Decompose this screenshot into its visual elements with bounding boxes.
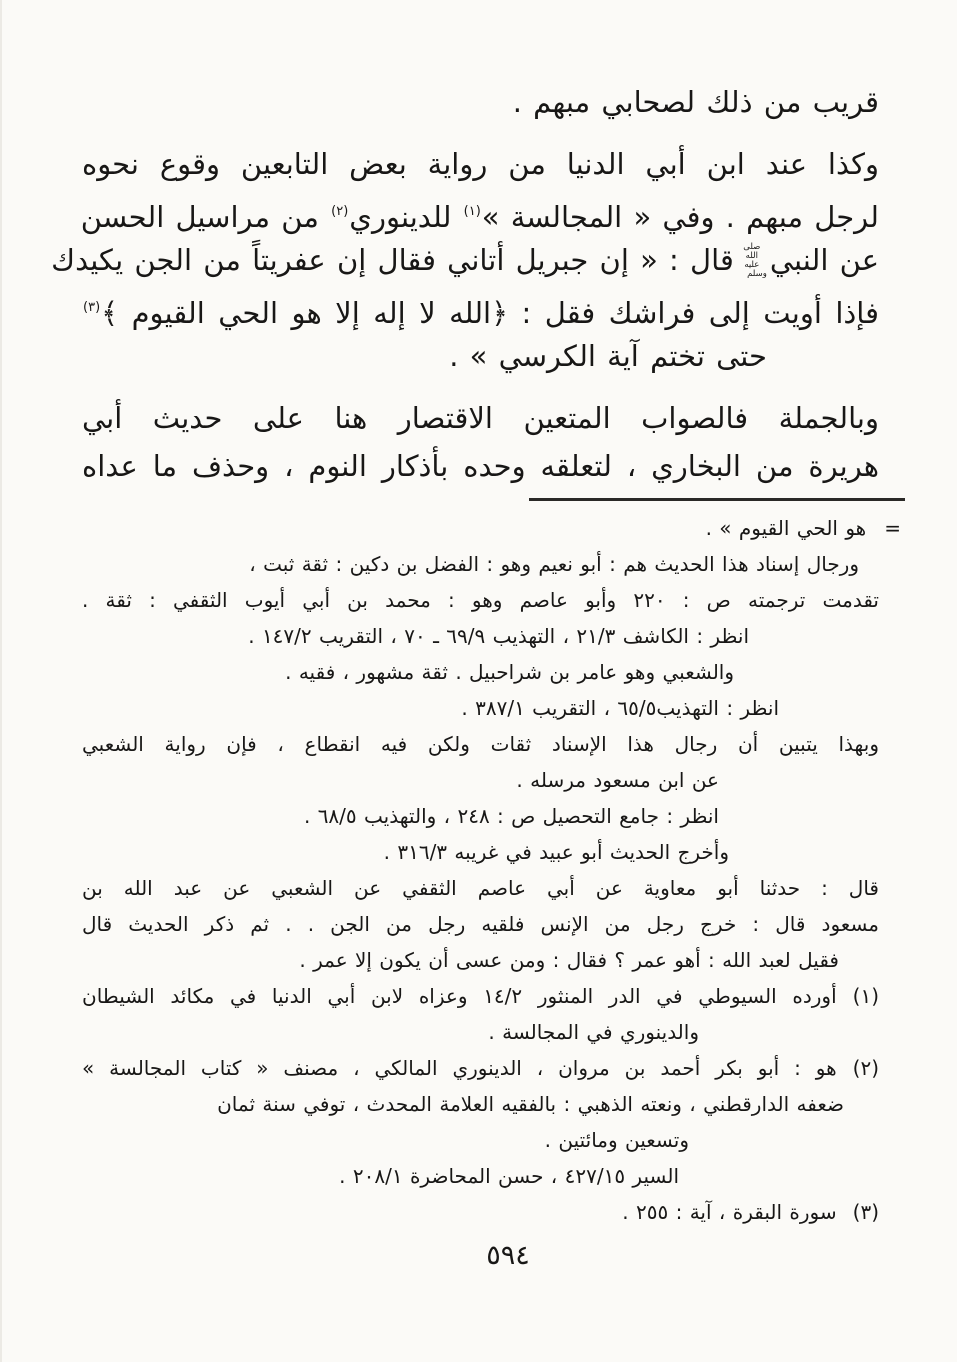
main-text-line: وكذا عند ابن أبي الدنيا من رواية بعض التابعين وقوع نحوه bbox=[82, 147, 879, 181]
footnote-line: انظر : الكاشف ٢١/٣ ، التهذيب ٦٩/٩ ـ ٧٠ ، التقريب ١٤٧/٢ . bbox=[248, 624, 749, 648]
footnote-line: ضعفه الدارقطني ، ونعته الذهبي : بالفقيه العلامة المحدث ، توفي سنة ثمان bbox=[217, 1092, 844, 1116]
footnote-line bbox=[82, 1194, 879, 1230]
main-text-segment: من مراسيل الحسن bbox=[80, 200, 331, 234]
footnote-continuation-marker: = bbox=[884, 516, 901, 540]
main-text-line bbox=[51, 236, 879, 284]
footnote-line bbox=[82, 978, 879, 1014]
footnote-line: السير ٤٢٧/١٥ ، حسن المحاضرة ٢٠٨/١ . bbox=[339, 1164, 679, 1188]
main-text-line: وبالجملة فالصواب المتعين الاقتصار هنا على حديث أبي bbox=[82, 401, 879, 435]
paragraph-gap bbox=[82, 126, 879, 140]
footnote-number-1: (١) bbox=[852, 984, 879, 1008]
footnote-line: ورجال إسناد هذا الحديث هم : أبو نعيم وهو : الفضل بن دكين : ثقة ثبت ، bbox=[249, 552, 859, 576]
main-text-segment: للدينوري bbox=[349, 200, 463, 234]
footnote-line: مسعود قال : خرج رجل من الإنس فلقيه رجل من الجن . . ثم ذكر الحديث قال bbox=[82, 912, 879, 936]
page-number: ٥٩٤ bbox=[486, 1240, 530, 1271]
footnote-line: انظر : جامع التحصيل ص : ٢٤٨ ، والتهذيب ٦٨/٥ . bbox=[303, 804, 719, 828]
main-text-line bbox=[82, 188, 879, 236]
prophet-salutation-seal: صلى الله عليه وسلم bbox=[743, 242, 767, 279]
main-text-segment: لرجل مبهم . وفي « المجالسة » bbox=[481, 200, 879, 234]
footnote-line: والدينوري في المجالسة . bbox=[488, 1020, 699, 1044]
footnote-text: أورده السيوطي في الدر المنثور ١٤/٢ وعزاه لابن أبي الدنيا في مكائد الشيطان bbox=[82, 984, 837, 1008]
footnote-line: وأخرج الحديث أبو عبيد في غريبه ٣١٦/٣ . bbox=[383, 840, 729, 864]
footnote-reference-3: (٣) bbox=[83, 300, 101, 315]
footnote-number-2: (٢) bbox=[852, 1056, 879, 1080]
main-text-line: حتى تختم آية الكرسي » . bbox=[449, 339, 767, 373]
footnote-text: هو الحي القيوم » . bbox=[705, 516, 867, 540]
footnotes-block bbox=[82, 510, 901, 1230]
footnote-line bbox=[82, 1050, 879, 1086]
footnote-line: وتسعين ومائتين . bbox=[544, 1128, 689, 1152]
footnote-line: انظر : التهذيب٦٥/٥ ، التقريب ٣٨٧/١ . bbox=[461, 696, 779, 720]
main-text-line: هريرة من البخاري ، لتعلقه وحده بأذكار النوم ، وحذف ما عداه bbox=[82, 449, 879, 483]
footnote-line: عن ابن مسعود مرسله . bbox=[516, 768, 719, 792]
main-text-line: قريب من ذلك لصحابي مبهم . bbox=[512, 85, 879, 119]
footnote-separator bbox=[529, 498, 905, 501]
footnote-line: قال : حدثنا أبو معاوية عن أبي عاصم الثقفي عن الشعبي عن عبد الله بن bbox=[82, 876, 879, 900]
footnote-text: سورة البقرة ، آية : ٢٥٥ . bbox=[622, 1200, 837, 1224]
footnote-line: فقيل لعبد الله : أهو عمر ؟ فقال : ومن عسى أن يكون إلا عمر . bbox=[299, 948, 839, 972]
footnote-number-3: (٣) bbox=[852, 1200, 879, 1224]
footnote-line: وبهذا يتبين أن رجال هذا الإسناد ثقات ولكن فيه انقطاع ، فإن رواية الشعبي bbox=[82, 732, 879, 756]
footnote-text: هو : أبو بكر أحمد بن مروان ، الدينوري المالكي ، مصنف « كتاب المجالسة » bbox=[82, 1056, 837, 1080]
footnote-line: تقدمت ترجمته ص : ٢٢٠ وأبو عاصم وهو : محمد بن أبي أيوب الثقفي : ثقة . bbox=[82, 588, 879, 612]
footnote-line bbox=[82, 510, 901, 546]
footnote-reference-1: (١) bbox=[463, 204, 481, 219]
main-text-segment: عن النبي bbox=[769, 243, 879, 277]
paragraph-gap bbox=[82, 380, 879, 394]
footnote-line: والشعبي وهو عامر بن شراحبيل . ثقة مشهور ، فقيه . bbox=[285, 660, 734, 684]
main-text-line bbox=[82, 284, 879, 332]
main-text-segment: قال : « إن جبريل أتاني فقال إن عفريتاً من الجن يكيدك bbox=[51, 243, 734, 277]
quran-verse-segment: فإذا أويت إلى فراشك فقل : ﴿الله لا إله إلا هو الحي القيوم ﴾ bbox=[101, 296, 879, 330]
footnote-reference-2: (٢) bbox=[331, 204, 349, 219]
